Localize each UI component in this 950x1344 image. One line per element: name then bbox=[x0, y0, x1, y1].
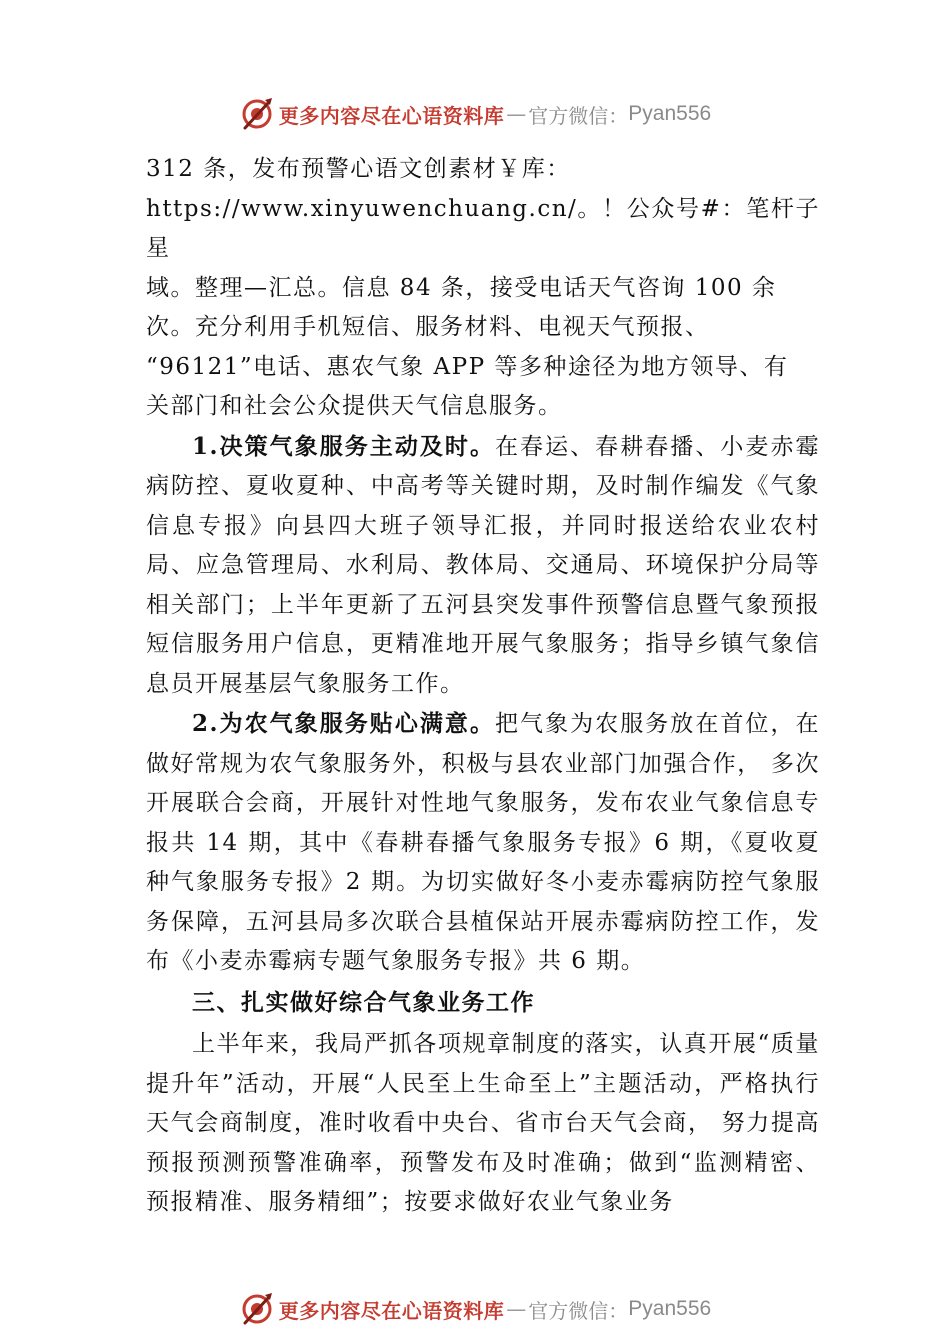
banner-brand-text: 更多内容尽在心语资料库 bbox=[278, 103, 505, 128]
footer-banner bbox=[0, 1287, 950, 1331]
banner-wechat-handle: Pyan556 bbox=[628, 1297, 712, 1320]
banner-wechat-handle: Pyan556 bbox=[628, 102, 712, 125]
paragraph-text: 上半年来，我局严抓各项规章制度的落实，认真开展“质量提升年”活动，开展“人民至上生命至上”主题活动，严格执行天气会商制度，准时收看中央台、省市台天气会商， 努力提高预报预测预警准确率，预警发布及时准确；做到“监测精密、预报精准、服务精细”；按要求做好农业气象业务 bbox=[146, 1031, 820, 1215]
banner-official-label: 官方微信： bbox=[528, 103, 629, 128]
pen-seal-logo-icon bbox=[239, 1291, 275, 1327]
paragraph-text: 把气象为农服务放在首位，在做好常规为农气象服务外，积极与县农业部门加强合作， 多次开展联合会商，开展针对性地气象服务，发布农业气象信息专报共 14 期，其中《春耕春播气象服务专报》6 期，《夏收夏种气象服务专报》2 期。为切实做好冬小麦赤霉病防控气象服务保障，五河县局多次联合县植保站开展赤霉病防控工作，发布《小麦赤霉病专题气象服务专报》共 6 期。 bbox=[146, 711, 821, 974]
paragraph-agri-service bbox=[146, 704, 820, 982]
paragraph-title: 1.决策气象服务主动及时。 bbox=[192, 432, 496, 460]
document-body bbox=[146, 150, 820, 1223]
banner-dash: — bbox=[506, 1297, 527, 1321]
banner-official-label: 官方微信： bbox=[528, 1298, 629, 1323]
text-line: 域。整理—汇总。信息 84 条，接受电话天气咨询 100 余 bbox=[146, 274, 777, 301]
paragraph-business-work bbox=[146, 1025, 820, 1223]
banner-dash: — bbox=[506, 102, 527, 126]
banner-brand-text: 更多内容尽在心语资料库 bbox=[278, 1298, 505, 1323]
pen-seal-logo-icon bbox=[239, 96, 275, 132]
header-banner bbox=[0, 92, 950, 136]
paragraph-continued bbox=[146, 150, 820, 427]
text-line: 312 条，发布预警心语文创素材￥库： bbox=[146, 156, 571, 182]
paragraph-text: 在春运、春耕春播、小麦赤霉病防控、夏收夏种、中高考等关键时期，及时制作编发《气象信息专报》向县四大班子领导汇报，并同时报送给农业农村局、应急管理局、水利局、教体局、交通局、环境保护分局等相关部门；上半年更新了五河县突发事件预警信息暨气象预报短信服务用户信息，更精准地开展气象服务；指导乡镇气象信息员开展基层气象服务工作。 bbox=[146, 433, 821, 697]
paragraph-title: 2.为农气象服务贴心满意。 bbox=[192, 710, 496, 737]
text-line: 关部门和社会公众提供天气信息服务。 bbox=[146, 393, 563, 419]
text-line: “96121”电话、惠农气象 APP 等多种途径为地方领导、有 bbox=[146, 353, 789, 380]
section-heading: 三、扎实做好综合气象业务工作 bbox=[192, 989, 535, 1016]
text-line-url: https://www.xinyuwenchuang.cn/。！公众号#：笔杆子星 bbox=[146, 195, 820, 261]
text-line: 次。充分利用手机短信、服务材料、电视天气预报、 bbox=[146, 314, 710, 340]
paragraph-decision-service bbox=[146, 427, 820, 705]
